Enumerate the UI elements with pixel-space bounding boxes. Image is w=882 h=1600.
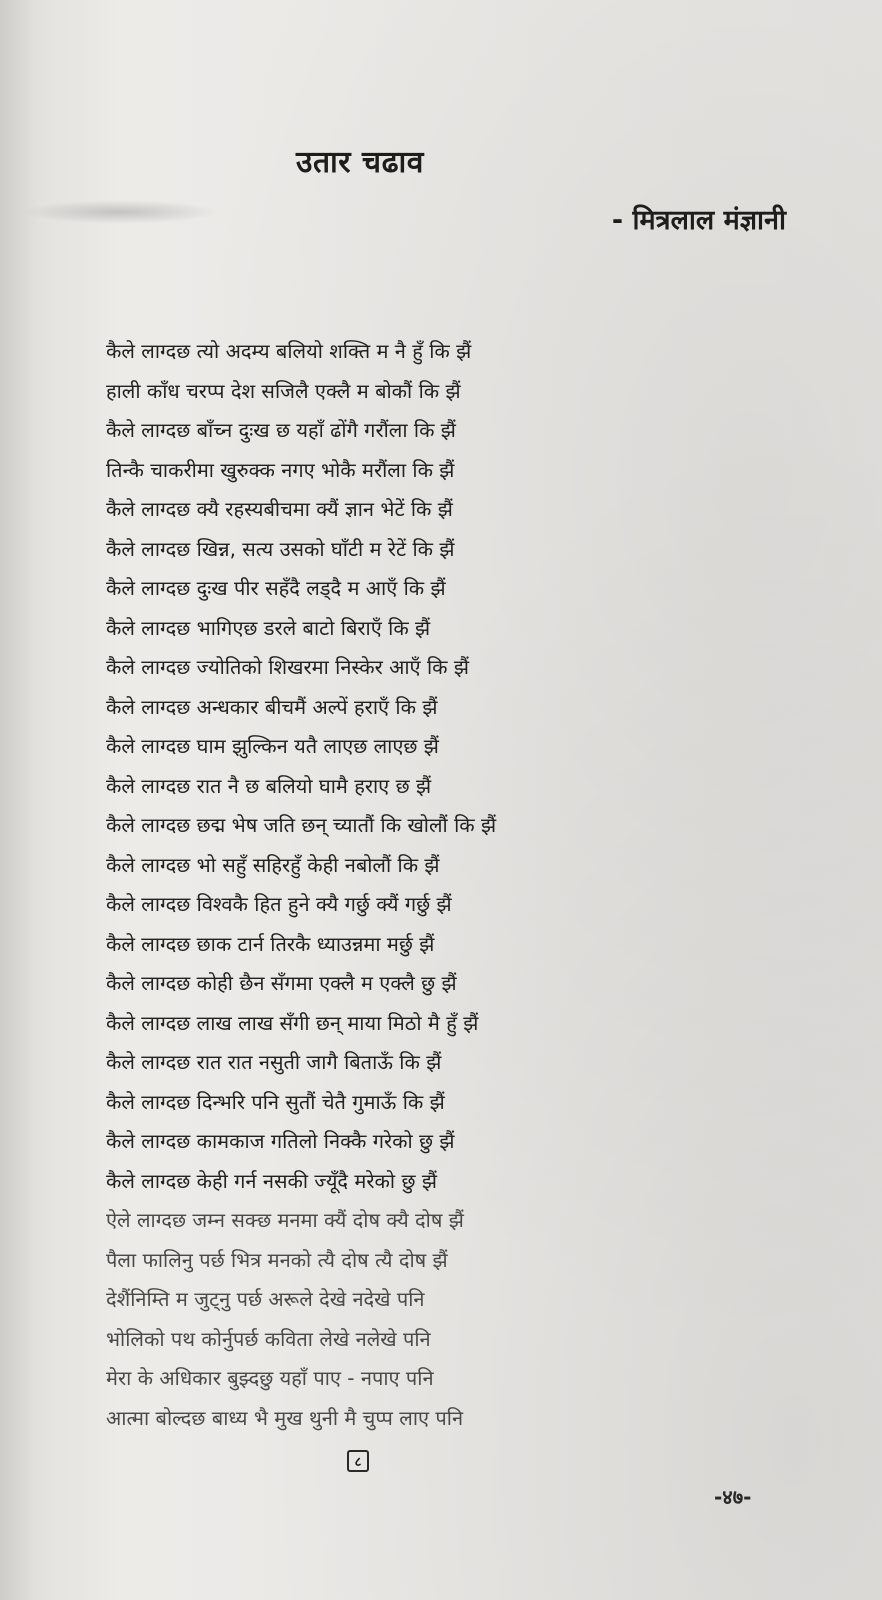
poem-line: तिन्कै चाकरीमा खुरुक्क नगए भोकै मरौंला कि झैं — [106, 457, 455, 482]
poem-line: देशैंनिम्ति म जुट्नु पर्छ अरूले देखे नदेखे पनि — [106, 1287, 425, 1311]
poem-line: कैले लाग्दछ बाँच्न दुःख छ यहाँ ढोंगै गरौंला कि झैं — [106, 418, 456, 442]
poem-line: कैले लाग्दछ त्यो अदम्य बलियो शक्ति म नै हुँ कि झैं — [106, 339, 472, 363]
page-number: -४७- — [714, 1485, 752, 1509]
poem-line: कैले लाग्दछ ज्योतिको शिखरमा निस्केर आएँ कि झैं — [106, 655, 469, 679]
poem-line: आत्मा बोल्दछ बाध्य भै मुख थुनी मै चुप्प लाए पनि — [106, 1405, 464, 1430]
poem-line: ऐले लाग्दछ जम्न सक्छ मनमा क्यैं दोष क्यै दोष झैं — [106, 1208, 464, 1232]
poem-line: हाली काँध चरप्प देश सजिलै एक्लै म बोकौं कि झैं — [106, 378, 461, 403]
poem-line: कैले लाग्दछ छाक टार्न तिरकै ध्याउन्नमा मर्छु झैं — [106, 931, 435, 956]
poem-line: कैले लाग्दछ कामकाज गतिलो निक्कै गरेको छु झैं — [106, 1129, 455, 1153]
poem-line: कैले लाग्दछ भागिएछ डरले बाटो बिराएँ कि झैं — [106, 615, 431, 640]
poem-line: कैले लाग्दछ रात रात नसुती जागै बिताऊँ कि झैं — [106, 1050, 442, 1074]
poem-line: कैले लाग्दछ अन्धकार बीचमैं अल्पें हराएँ कि झैं — [106, 694, 438, 719]
section-mark: ८ — [347, 1450, 369, 1472]
scan-smudge — [20, 200, 220, 224]
poem-line: कैले लाग्दछ क्यै रहस्यबीचमा क्यैं ज्ञान भेटें कि झैं — [106, 497, 453, 521]
poem-line: भोलिको पथ कोर्नुपर्छ कविता लेखे नलेखे पनि — [106, 1326, 431, 1351]
poem-line: कैले लाग्दछ छद्म भेष जति छन् च्यातौं कि खोलौं कि झैं — [106, 813, 497, 837]
poem-line: कैले लाग्दछ खिन्न, सत्य उसको घाँटी म रेटें कि झैं — [106, 536, 455, 561]
poem-line: कैले लाग्दछ केही गर्न नसकी ज्यूँदै मरेको छु झैं — [106, 1168, 437, 1193]
poem-title: उतार चढाव — [296, 145, 424, 180]
poem-line: कैले लाग्दछ दुःख पीर सहँदै लड्दै म आएँ कि झैं — [106, 576, 446, 600]
poem-line: कैले लाग्दछ घाम झुल्किन यतै लाएछ लाएछ झैं — [106, 734, 439, 758]
poem-line: कैले लाग्दछ विश्वकै हित हुने क्यै गर्छु क्यैं गर्छु झैं — [106, 892, 452, 916]
poem-line: कैले लाग्दछ भो सहुँ सहिरहुँ केही नबोलौं कि झैं — [106, 852, 440, 877]
poem-line: कैले लाग्दछ कोही छैन सँगमा एक्लै म एक्लै छु झैं — [106, 971, 457, 995]
poem-line: मेरा के अधिकार बुझ्दछु यहाँ पाए - नपाए पनि — [106, 1366, 434, 1390]
poem-line: कैले लाग्दछ लाख लाख सँगी छन् माया मिठो मै हुँ झैं — [106, 1010, 479, 1035]
poem-body — [106, 332, 666, 1438]
poem-line: पैला फालिनु पर्छ भित्र मनको त्यै दोष त्यै दोष झैं — [106, 1247, 448, 1272]
poem-line: कैले लाग्दछ रात नै छ बलियो घामै हराए छ झैं — [106, 773, 432, 798]
poem-author: - मित्रलाल मंज्ञानी — [611, 205, 786, 236]
poem-line: कैले लाग्दछ दिन्भरि पनि सुतौं चेतै गुमाऊँ कि झैं — [106, 1089, 445, 1114]
